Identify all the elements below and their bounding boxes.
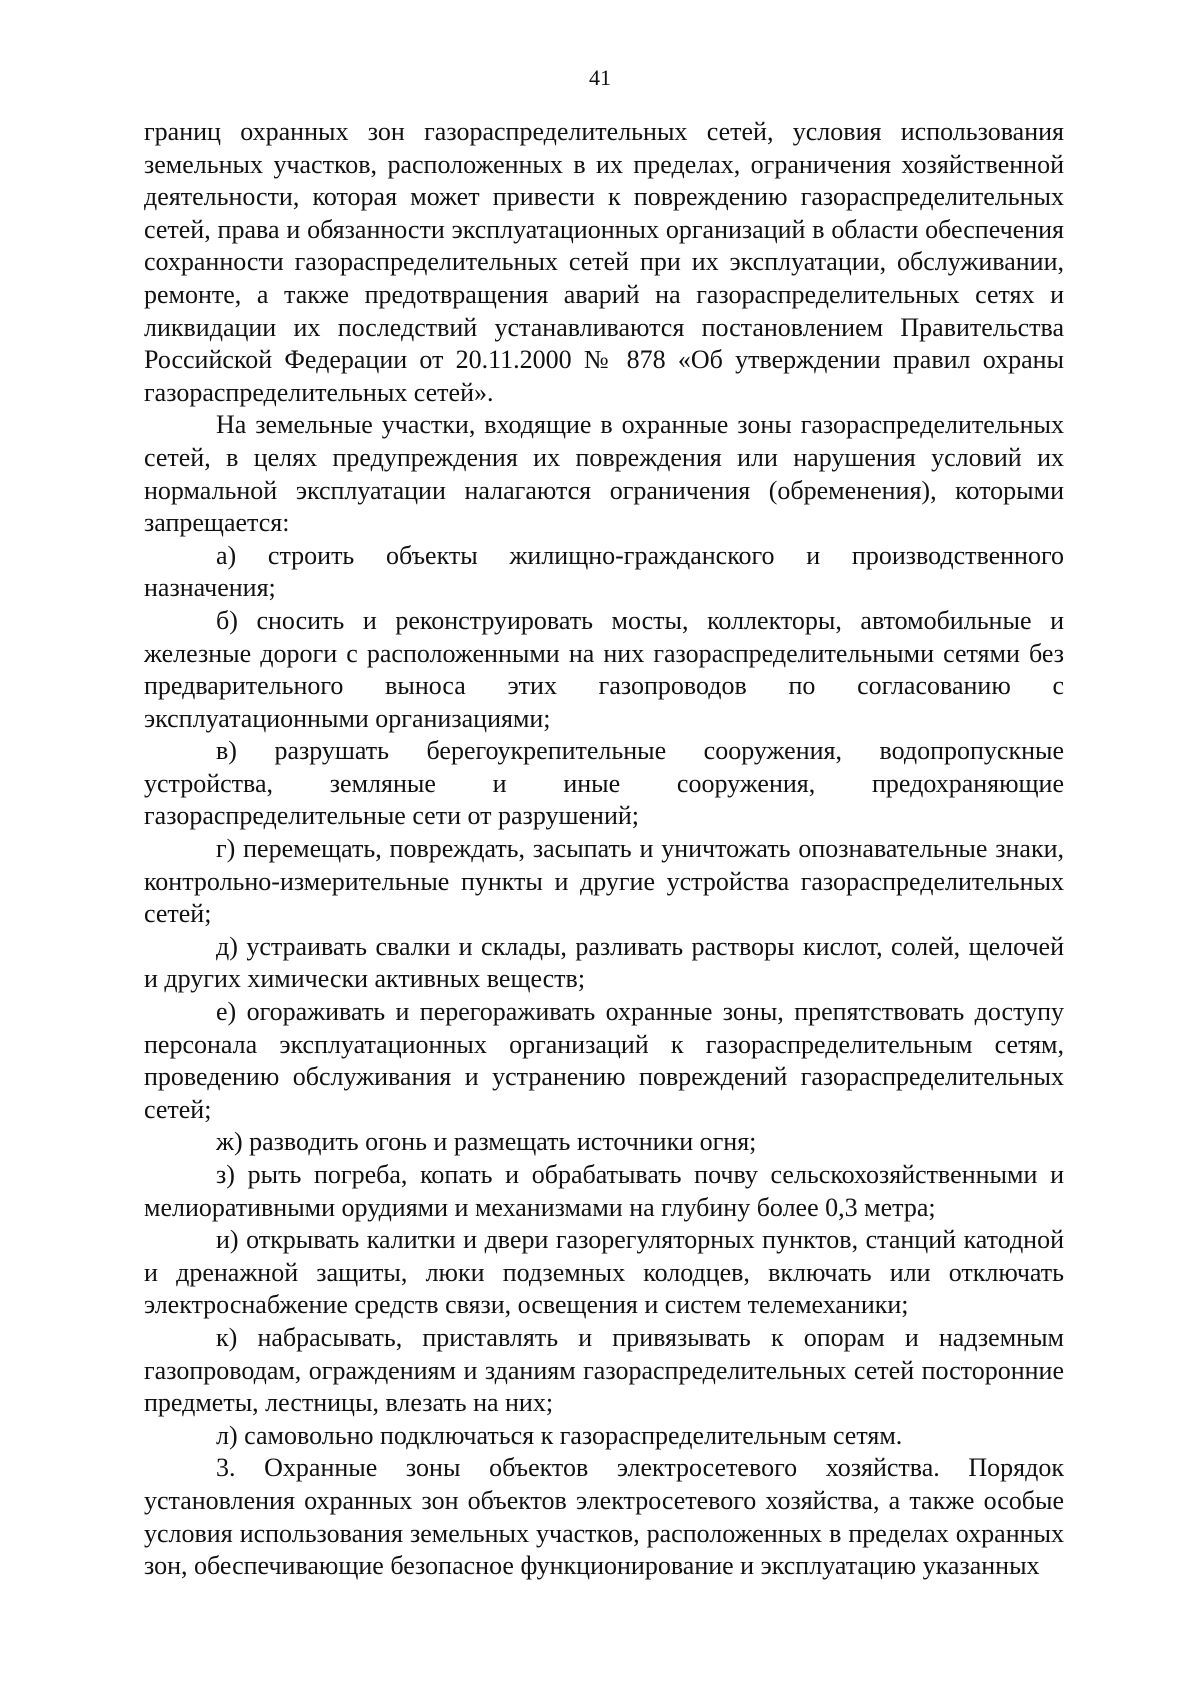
- list-item-v: в) разрушать берегоукрепительные сооружения, водопропускные устройства, земляные и иные сооружения, предохраняющие газораспределительные сети от разрушений;: [144, 736, 1064, 831]
- paragraph-section-3: 3. Охранные зоны объектов электросетевого хозяйства. Порядок установления охранных зон объектов электросетевого хозяйства, а также особые условия использования земельных участков, расположенных в пределах охранных зон, обеспечивающие безопасное функционирование и эксплуатацию указанных: [144, 1453, 1064, 1581]
- list-item-d: д) устраивать свалки и склады, разливать растворы кислот, солей, щелочей и других химически активных веществ;: [144, 931, 1064, 994]
- list-item-g: г) перемещать, повреждать, засыпать и уничтожать опознавательные знаки, контрольно-измерительные пункты и другие устройства газораспределительных сетей;: [144, 834, 1064, 929]
- page-number: 41: [589, 65, 611, 90]
- list-item-l: л) самовольно подключаться к газораспределительным сетям.: [216, 1420, 903, 1450]
- list-item-e: е) огораживать и перегораживать охранные зоны, препятствовать доступу персонала эксплуатационных организаций к газораспределительным сетям, проведению обслуживания и устранению повреждений газораспределительных сетей;: [144, 997, 1064, 1124]
- list-item-a: а) строить объекты жилищно-гражданского и производственного назначения;: [144, 540, 1064, 603]
- body-text: [144, 116, 1064, 1583]
- paragraph-zone-boundaries: границ охранных зон газораспределительных сетей, условия использования земельных участков, расположенных в их пределах, ограничения хозяйственной деятельности, которая может привести к повреждению газораспределительных сетей, права и обязанности эксплуатационных организаций в области обеспечения сохранности газораспределительных сетей при их эксплуатации, обслуживании, ремонте, а также предотвращения аварий на газораспределительных сетях и ликвидации их последствий устанавливаются постановлением Правительства Российской Федерации от 20.11.2000 № 878 «Об утверждении правил охраны газораспределительных сетей».: [144, 117, 1064, 407]
- paragraph-restrictions-intro: На земельные участки, входящие в охранные зоны газораспределительных сетей, в целях предупреждения их повреждения или нарушения условий их нормальной эксплуатации налагаются ограничения (обременения), которыми запрещается:: [144, 410, 1064, 538]
- list-item-b: б) сносить и реконструировать мосты, коллекторы, автомобильные и железные дороги с расположенными на них газораспределительными сетями без предварительного выноса этих газопроводов по согласованию с эксплуатационными организациями;: [144, 605, 1064, 733]
- list-item-zh: ж) разводить огонь и размещать источники огня;: [216, 1127, 757, 1157]
- list-item-i: и) открывать калитки и двери газорегуляторных пунктов, станций катодной и дренажной защиты, люки подземных колодцев, включать или отключать электроснабжение средств связи, освещения и систем телемеханики;: [144, 1225, 1064, 1320]
- list-item-k: к) набрасывать, приставлять и привязывать к опорам и надземным газопроводам, ограждениям и зданиям газораспределительных сетей посторонние предметы, лестницы, влезать на них;: [144, 1322, 1064, 1418]
- list-item-z: з) рыть погреба, копать и обрабатывать почву сельскохозяйственными и мелиоративными орудиями и механизмами на глубину более 0,3 метра;: [144, 1160, 1064, 1222]
